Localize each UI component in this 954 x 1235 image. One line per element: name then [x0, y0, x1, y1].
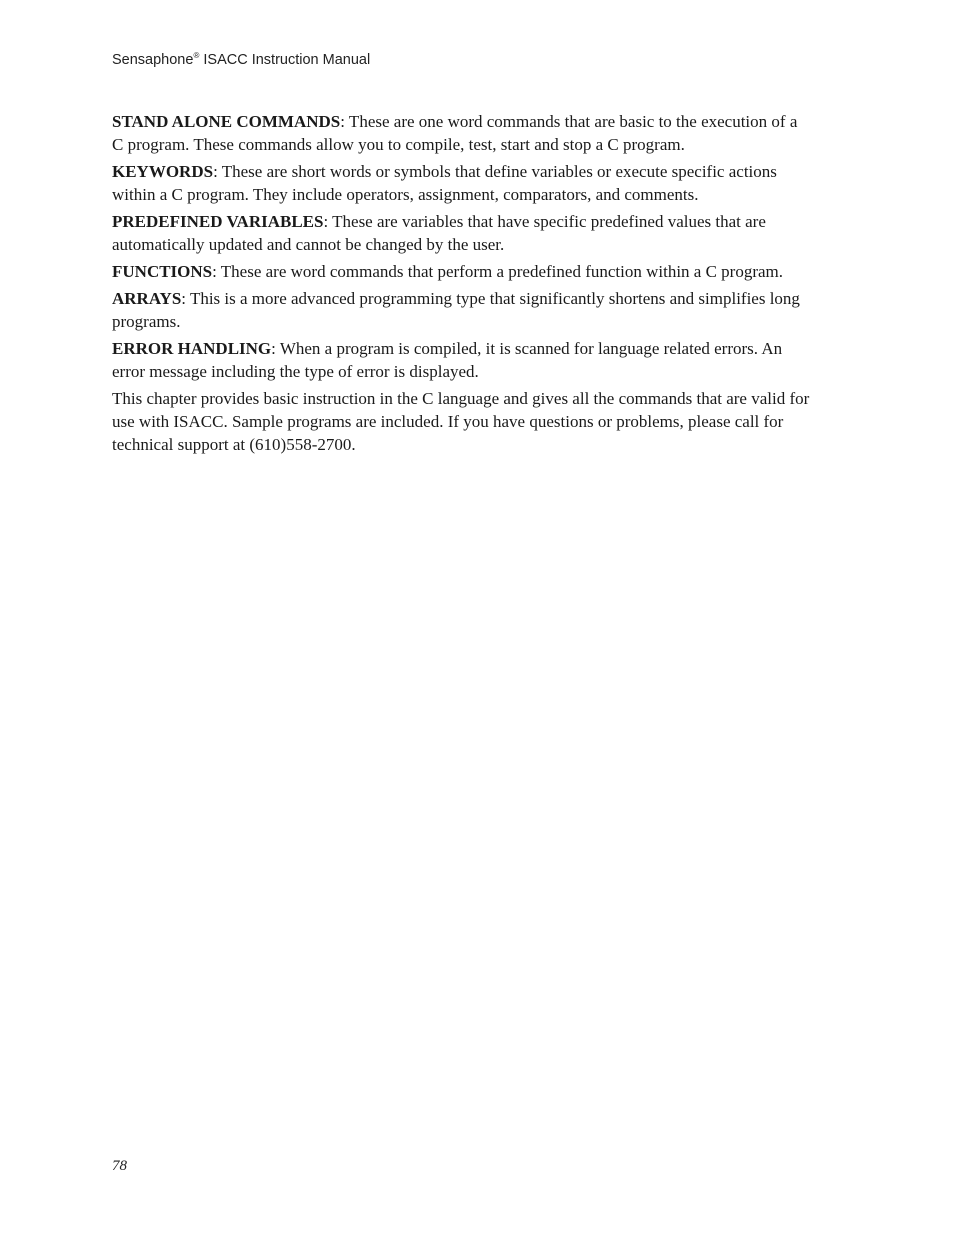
definition-term: KEYWORDS — [112, 162, 214, 181]
definition-keywords — [112, 160, 812, 206]
definition-text: : This is a more advanced programming type that significantly shortens and simplifies long programs. — [112, 289, 800, 331]
definition-term: ARRAYS — [112, 289, 182, 308]
definition-stand-alone-commands — [112, 110, 812, 156]
definition-text: : These are word commands that perform a predefined function within a C program. — [212, 262, 784, 281]
definition-term: FUNCTIONS — [112, 262, 213, 281]
definition-text: : These are variables that have specific predefined values that are automatically updated and cannot be changed by the user. — [112, 212, 766, 254]
definition-predefined-variables — [112, 210, 812, 256]
header-brand: Sensaphone — [112, 52, 194, 68]
running-header — [112, 52, 370, 68]
definition-text: : When a program is compiled, it is scanned for language related errors. An error message including the type of error is displayed. — [112, 339, 783, 381]
definition-term: ERROR HANDLING — [112, 339, 272, 358]
definition-arrays — [112, 287, 812, 333]
registered-mark: ® — [193, 51, 200, 61]
body-text — [112, 110, 812, 460]
definition-text: : These are one word commands that are basic to the execution of a C program. These commands allow you to compile, test, start and stop a C program. — [112, 112, 798, 154]
closing-paragraph: This chapter provides basic instruction in the C language and gives all the commands that are valid for use with ISACC. Sample programs are included. If you have questions or problems, please call for technical support at (610)558-2700. — [112, 389, 810, 454]
definition-functions — [112, 260, 812, 283]
header-title: ISACC Instruction Manual — [199, 52, 371, 68]
definition-term: STAND ALONE COMMANDS — [112, 112, 341, 131]
definition-error-handling — [112, 337, 812, 383]
definition-term: PREDEFINED VARIABLES — [112, 212, 324, 231]
definition-text: : These are short words or symbols that define variables or execute specific actions within a C program. They include operators, assignment, comparators, and comments. — [112, 162, 777, 204]
page-number: 78 — [112, 1158, 127, 1174]
